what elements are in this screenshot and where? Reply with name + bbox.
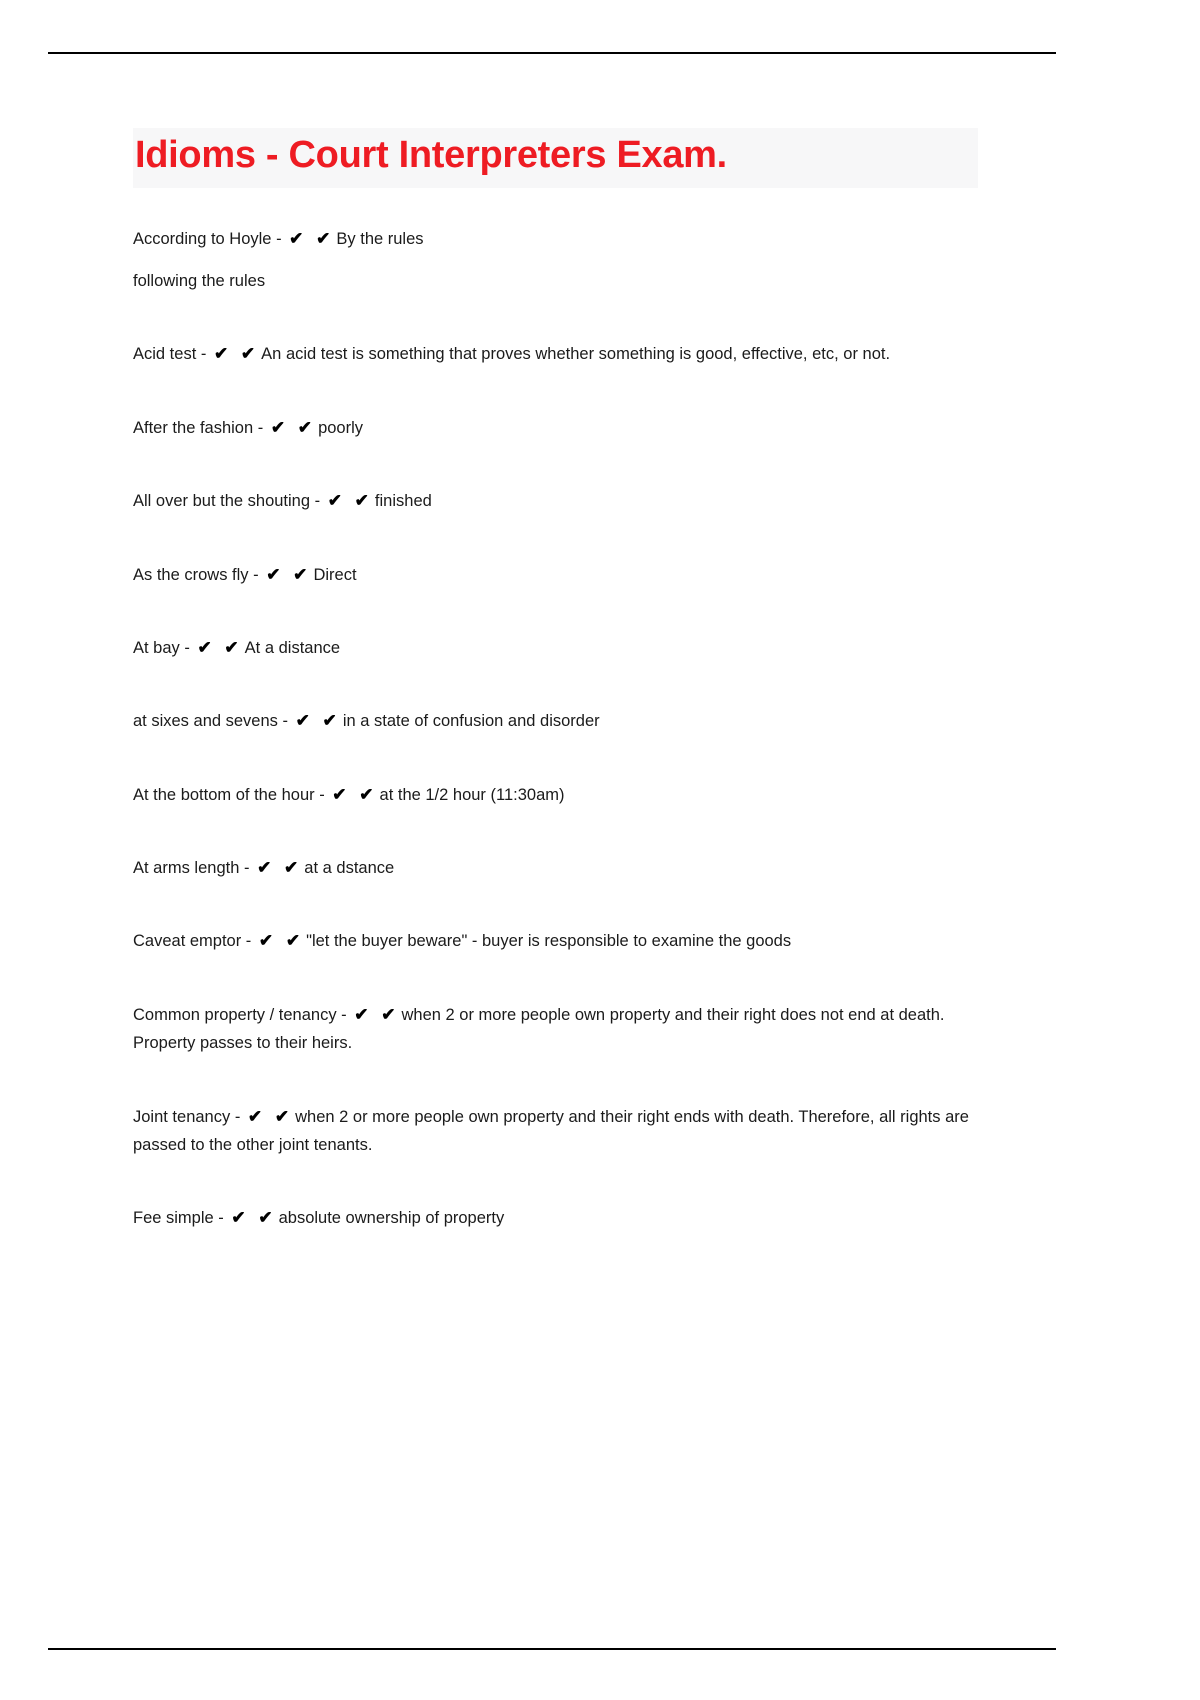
check-icon: ✔ ✔ bbox=[257, 858, 303, 878]
check-icon: ✔ ✔ bbox=[247, 1106, 294, 1126]
check-icon: ✔ ✔ bbox=[332, 784, 378, 804]
list-item bbox=[133, 853, 988, 882]
separator: - bbox=[213, 1209, 229, 1228]
check-icon: ✔ ✔ bbox=[231, 1208, 277, 1228]
separator: - bbox=[241, 932, 256, 951]
list-item bbox=[133, 706, 988, 735]
idiom-definition: at the 1/2 hour (11:30am) bbox=[379, 785, 565, 804]
list-item bbox=[133, 486, 988, 515]
idiom-definition: "let the buyer beware" - buyer is responsible to examine the goods bbox=[306, 932, 792, 951]
idiom-definition: when 2 or more people own property and their right does not end at death. Property passes to their heirs. bbox=[133, 1005, 950, 1053]
idiom-term: Common property / tenancy bbox=[133, 1005, 337, 1024]
list-item bbox=[133, 780, 988, 809]
list-item bbox=[133, 633, 988, 662]
idiom-definition: By the rules bbox=[336, 229, 424, 248]
separator: - bbox=[271, 229, 287, 248]
idiom-definition: in a state of confusion and disorder bbox=[342, 712, 600, 731]
check-icon: ✔ ✔ bbox=[289, 228, 335, 248]
list-item bbox=[133, 1102, 988, 1160]
title-banner bbox=[133, 128, 978, 188]
list-item bbox=[133, 224, 988, 296]
idiom-term: Acid test bbox=[133, 345, 197, 364]
check-icon: ✔ ✔ bbox=[266, 564, 312, 584]
idiom-definition: An acid test is something that proves whether something is good, effective, etc, or not. bbox=[261, 345, 891, 364]
idiom-term: Fee simple bbox=[133, 1209, 214, 1228]
list-item bbox=[133, 413, 988, 442]
idiom-list bbox=[133, 224, 1033, 1233]
idiom-term: All over but the shouting bbox=[133, 492, 311, 511]
idiom-term: After the fashion bbox=[133, 418, 254, 437]
idiom-definition: when 2 or more people own property and their right ends with death. Therefore, all rights are passed to the other joint tenants. bbox=[133, 1107, 974, 1154]
idiom-term: At bay bbox=[133, 638, 180, 657]
idiom-definition: At a distance bbox=[244, 638, 341, 657]
check-icon: ✔ ✔ bbox=[354, 1004, 400, 1024]
idiom-definition: Direct bbox=[313, 565, 357, 584]
footer-rule bbox=[48, 1648, 1056, 1650]
separator: - bbox=[179, 638, 195, 657]
list-item bbox=[133, 926, 988, 955]
list-item bbox=[133, 1203, 988, 1232]
idiom-definition: at a dstance bbox=[304, 859, 395, 878]
page-title: Idioms - Court Interpreters Exam. bbox=[135, 134, 727, 176]
separator: - bbox=[196, 345, 211, 364]
check-icon: ✔ ✔ bbox=[295, 711, 341, 731]
check-icon: ✔ ✔ bbox=[327, 491, 373, 511]
check-icon: ✔ ✔ bbox=[258, 931, 305, 951]
list-item bbox=[133, 1000, 988, 1058]
idiom-term: At the bottom of the hour bbox=[133, 785, 315, 804]
separator: - bbox=[248, 565, 264, 584]
separator: - bbox=[277, 712, 293, 731]
separator: - bbox=[336, 1005, 352, 1024]
separator: - bbox=[314, 785, 330, 804]
idiom-term: at sixes and sevens bbox=[133, 712, 278, 731]
idiom-definition: finished bbox=[374, 492, 432, 511]
separator: - bbox=[239, 859, 255, 878]
idiom-term: As the crows fly bbox=[133, 565, 249, 584]
check-icon: ✔ ✔ bbox=[197, 637, 243, 657]
idiom-term: According to Hoyle bbox=[133, 229, 272, 248]
separator: - bbox=[310, 492, 325, 511]
idiom-term: Joint tenancy bbox=[133, 1107, 231, 1126]
idiom-definition: absolute ownership of property bbox=[278, 1209, 505, 1228]
idiom-term: At arms length bbox=[133, 859, 240, 878]
check-icon: ✔ ✔ bbox=[270, 417, 317, 437]
separator: - bbox=[230, 1107, 245, 1126]
list-item bbox=[133, 560, 988, 589]
check-icon: ✔ ✔ bbox=[213, 344, 260, 364]
document-content bbox=[133, 128, 1033, 1233]
header-rule bbox=[48, 52, 1056, 54]
list-item bbox=[133, 339, 988, 368]
idiom-definition: poorly bbox=[318, 418, 364, 437]
idiom-term: Caveat emptor bbox=[133, 932, 242, 951]
separator: - bbox=[253, 418, 268, 437]
idiom-definition-continuation: following the rules bbox=[133, 272, 266, 291]
